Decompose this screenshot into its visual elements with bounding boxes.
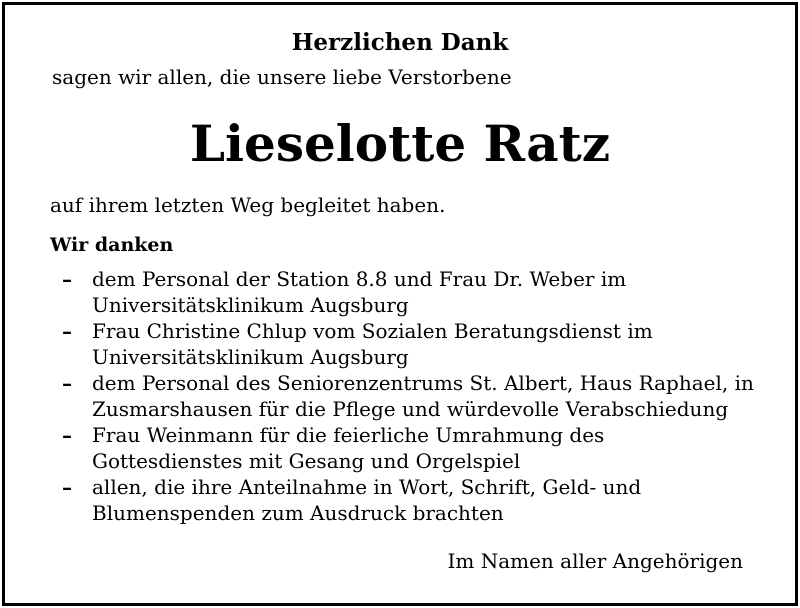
list-item — [62, 422, 792, 474]
list-item-line: Gottesdienstes mit Gesang und Orgelspiel — [92, 449, 521, 473]
list-item-line: Blumenspenden zum Ausdruck brachten — [92, 501, 504, 525]
list-item-line: Frau Christine Chlup vom Sozialen Beratungsdienst im — [92, 319, 653, 343]
deceased-name: Lieselotte Ratz — [189, 114, 611, 173]
bullet-dash: – — [62, 371, 72, 395]
notice-intro: sagen wir allen, die unsere liebe Verstorbene — [52, 65, 512, 89]
list-item-line: allen, die ihre Anteilnahme in Wort, Schrift, Geld- und — [92, 475, 642, 499]
list-item-line: Universitätsklinikum Augsburg — [92, 293, 409, 317]
list-item-line: Zusmarshausen für die Pflege und würdevolle Verabschiedung — [92, 397, 729, 421]
bullet-dash: – — [62, 423, 72, 447]
list-item-line: Frau Weinmann für die feierliche Umrahmung des — [92, 423, 605, 447]
bullet-dash: – — [62, 475, 72, 499]
notice-heading: Herzlichen Dank — [291, 29, 509, 56]
list-item — [62, 370, 792, 422]
list-item-line: dem Personal des Seniorenzentrums St. Albert, Haus Raphael, in — [92, 371, 754, 395]
thanks-list — [62, 266, 792, 526]
list-item-line: Universitätsklinikum Augsburg — [92, 345, 409, 369]
bullet-dash: – — [62, 267, 72, 291]
list-item — [62, 474, 792, 526]
thanks-title: Wir danken — [50, 234, 174, 256]
bullet-dash: – — [62, 319, 72, 343]
notice-after-name: auf ihrem letzten Weg begleitet haben. — [50, 193, 446, 217]
list-item — [62, 266, 792, 318]
closing-signature: Im Namen aller Angehörigen — [447, 549, 743, 573]
list-item-line: dem Personal der Station 8.8 und Frau Dr. Weber im — [92, 267, 627, 291]
list-item — [62, 318, 792, 370]
